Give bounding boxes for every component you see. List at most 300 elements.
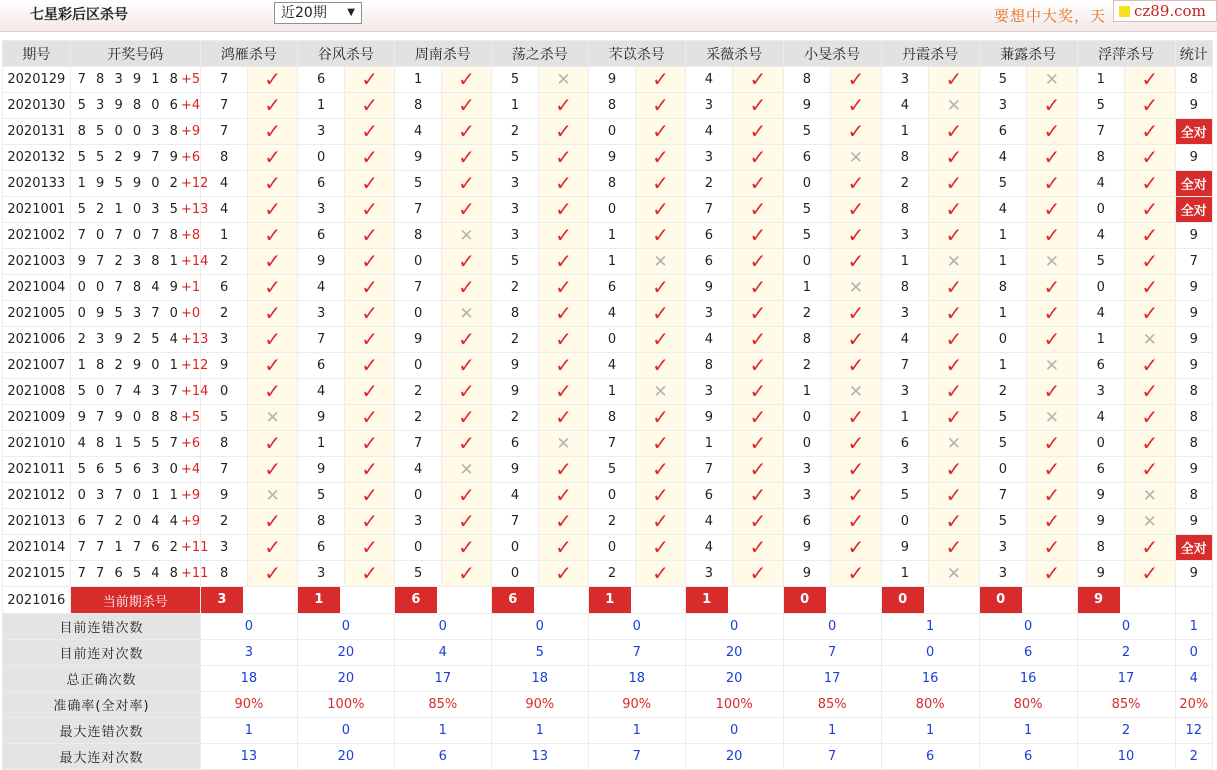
- table-row: [3, 223, 1213, 249]
- check-mark-icon: ✓: [555, 249, 572, 273]
- kill-result: [1125, 67, 1176, 93]
- cross-mark-icon: ✕: [556, 69, 571, 90]
- stats-value: 90%: [588, 692, 685, 718]
- kill-number: 0: [783, 405, 830, 431]
- stats-value: 1: [588, 718, 685, 744]
- issue-number: 2020131: [3, 119, 71, 145]
- kill-result: [345, 431, 394, 457]
- check-mark-icon: ✓: [1141, 353, 1159, 377]
- kill-number: 5: [491, 249, 538, 275]
- stats-value: 7: [783, 744, 881, 770]
- check-mark-icon: ✓: [1043, 457, 1061, 481]
- kill-number: 3: [783, 457, 830, 483]
- stats-value: 0: [200, 614, 297, 640]
- cross-mark-icon: ✕: [1142, 329, 1157, 350]
- site-logo[interactable]: [1113, 0, 1217, 22]
- stats-value: 2: [1175, 744, 1212, 770]
- draw-digits: 9 7 9 0 8 8: [77, 410, 181, 425]
- kill-result: [442, 457, 491, 483]
- kill-result: [831, 457, 882, 483]
- kill-result: [636, 67, 685, 93]
- kill-result: [248, 561, 297, 587]
- kill-number: 8: [979, 275, 1026, 301]
- check-mark-icon: ✓: [945, 301, 963, 325]
- stats-row: [3, 692, 1213, 718]
- kill-result: [1027, 509, 1078, 535]
- kill-result: [539, 483, 588, 509]
- check-mark-icon: ✓: [847, 509, 865, 533]
- check-mark-icon: ✓: [361, 93, 378, 117]
- stats-row: [3, 718, 1213, 744]
- kill-result: [733, 535, 784, 561]
- draw-digits: 5 6 5 6 3 0: [77, 462, 181, 477]
- stats-label: 目前连错次数: [3, 614, 201, 640]
- kill-result: [1125, 431, 1176, 457]
- draw-back-number: +11: [180, 540, 209, 555]
- kill-result: [442, 223, 491, 249]
- cross-mark-icon: ✕: [459, 225, 474, 246]
- check-mark-icon: ✓: [264, 457, 282, 481]
- kill-number: 0: [297, 145, 344, 171]
- kill-result: [929, 223, 980, 249]
- kill-number: 4: [394, 119, 441, 145]
- kill-number: 1: [881, 405, 928, 431]
- cross-mark-icon: ✕: [459, 459, 474, 480]
- stats-value: 5: [491, 640, 588, 666]
- kill-number: 5: [394, 561, 441, 587]
- current-kill-cell: [200, 587, 297, 614]
- draw-digits: 7 0 7 0 7 8: [77, 228, 181, 243]
- draw-numbers: [70, 561, 209, 587]
- row-stat: 9: [1175, 509, 1212, 535]
- check-mark-icon: ✓: [361, 249, 378, 273]
- check-mark-icon: ✓: [847, 405, 865, 429]
- stats-value: 13: [200, 744, 297, 770]
- kill-result: [929, 535, 980, 561]
- kill-number: 5: [491, 67, 538, 93]
- kill-result: [733, 249, 784, 275]
- stats-value: 6: [394, 744, 491, 770]
- kill-result: [636, 561, 685, 587]
- table-row: [3, 93, 1213, 119]
- kill-number: 0: [588, 327, 635, 353]
- check-mark-icon: ✓: [847, 249, 865, 273]
- kill-number: 4: [1077, 405, 1124, 431]
- stats-value: 6: [881, 744, 979, 770]
- stats-value: 3: [200, 640, 297, 666]
- kill-result: [539, 301, 588, 327]
- stats-value: 1: [881, 614, 979, 640]
- check-mark-icon: ✓: [1141, 431, 1159, 455]
- check-mark-icon: ✓: [1141, 249, 1159, 273]
- kill-number: 1: [588, 379, 635, 405]
- all-correct-badge: 全对: [1175, 535, 1212, 561]
- kill-number: 3: [297, 301, 344, 327]
- kill-number: 3: [200, 327, 247, 353]
- check-mark-icon: ✓: [1043, 535, 1061, 559]
- issue-number: 2021012: [3, 483, 71, 509]
- column-header: 小旻杀号: [783, 41, 881, 67]
- kill-number: 5: [979, 431, 1026, 457]
- kill-number: 2: [200, 509, 247, 535]
- kill-result: [733, 223, 784, 249]
- draw-digits: 7 7 6 5 4 8: [77, 566, 181, 581]
- kill-number: 2: [881, 171, 928, 197]
- kill-number: 1: [979, 249, 1026, 275]
- draw-digits: 5 5 2 9 7 9: [77, 150, 181, 165]
- draw-numbers: [70, 431, 200, 457]
- stats-value: 17: [394, 666, 491, 692]
- stats-value: 0: [685, 718, 783, 744]
- kill-result: [539, 535, 588, 561]
- draw-numbers: [70, 119, 200, 145]
- kill-result: [248, 379, 297, 405]
- kill-result: [345, 93, 394, 119]
- kill-result: [831, 197, 882, 223]
- check-mark-icon: ✓: [749, 93, 767, 117]
- kill-result: [929, 119, 980, 145]
- cross-mark-icon: ✕: [1044, 251, 1059, 272]
- kill-number: 7: [394, 431, 441, 457]
- current-kill-label: 当前期杀号: [70, 587, 200, 614]
- kill-number: 4: [685, 119, 732, 145]
- kill-number: 4: [685, 67, 732, 93]
- draw-digits: 5 3 9 8 0 6: [77, 98, 181, 113]
- check-mark-icon: ✓: [1043, 223, 1061, 247]
- current-kill-number: 6: [492, 587, 534, 613]
- check-mark-icon: ✓: [749, 561, 767, 585]
- kill-result: [636, 249, 685, 275]
- kill-result: [248, 275, 297, 301]
- kill-result: [248, 171, 297, 197]
- kill-number: 9: [1077, 483, 1124, 509]
- kill-number: 3: [297, 197, 344, 223]
- stats-value: 1: [491, 718, 588, 744]
- current-kill-cell: [881, 587, 979, 614]
- check-mark-icon: ✓: [458, 119, 475, 143]
- kill-number: 7: [979, 483, 1026, 509]
- kill-number: 3: [297, 561, 344, 587]
- check-mark-icon: ✓: [945, 353, 963, 377]
- kill-number: 0: [394, 353, 441, 379]
- kill-number: 5: [979, 171, 1026, 197]
- kill-result: [539, 145, 588, 171]
- kill-number: 3: [491, 223, 538, 249]
- row-stat: 9: [1175, 561, 1212, 587]
- check-mark-icon: ✓: [652, 535, 669, 559]
- kill-result: [1027, 223, 1078, 249]
- kill-number: 5: [1077, 93, 1124, 119]
- check-mark-icon: ✓: [1043, 561, 1061, 585]
- kill-result: [831, 171, 882, 197]
- issue-number: 2021002: [3, 223, 71, 249]
- stats-value: 80%: [881, 692, 979, 718]
- kill-number-table: [2, 40, 1213, 770]
- kill-number: 6: [979, 119, 1026, 145]
- kill-result: [539, 171, 588, 197]
- kill-number: 0: [491, 535, 538, 561]
- kill-number: 7: [200, 119, 247, 145]
- check-mark-icon: ✓: [847, 223, 865, 247]
- kill-result: [1027, 145, 1078, 171]
- kill-number: 1: [491, 93, 538, 119]
- check-mark-icon: ✓: [264, 119, 282, 143]
- check-mark-icon: ✓: [945, 483, 963, 507]
- cross-mark-icon: ✕: [848, 277, 864, 298]
- draw-numbers: [70, 509, 200, 535]
- draw-digits: 9 7 2 3 8 1: [77, 254, 181, 269]
- kill-result: [248, 431, 297, 457]
- kill-number: 2: [588, 561, 635, 587]
- stats-value: 20: [297, 666, 394, 692]
- kill-number: 9: [783, 535, 830, 561]
- kill-number: 2: [491, 119, 538, 145]
- current-kill-cell: [588, 587, 685, 614]
- kill-result: [636, 431, 685, 457]
- kill-number: 1: [783, 275, 830, 301]
- draw-digits: 7 8 3 9 1 8: [77, 72, 181, 87]
- draw-digits: 4 8 1 5 5 7: [77, 436, 181, 451]
- kill-number: 6: [685, 249, 732, 275]
- kill-result: [1125, 405, 1176, 431]
- check-mark-icon: ✓: [458, 379, 475, 403]
- check-mark-icon: ✓: [555, 457, 572, 481]
- kill-number: 6: [685, 483, 732, 509]
- check-mark-icon: ✓: [652, 431, 669, 455]
- site-logo-text: cz89.com: [1134, 2, 1206, 20]
- cross-mark-icon: ✕: [848, 147, 864, 168]
- kill-number: 4: [1077, 301, 1124, 327]
- kill-result: [1125, 171, 1176, 197]
- kill-result: [831, 275, 882, 301]
- kill-number: 3: [200, 535, 247, 561]
- check-mark-icon: ✓: [1043, 483, 1061, 507]
- kill-result: [345, 353, 394, 379]
- kill-result: [1125, 483, 1176, 509]
- check-mark-icon: ✓: [555, 327, 572, 351]
- kill-result: [929, 379, 980, 405]
- check-mark-icon: ✓: [652, 561, 669, 585]
- draw-back-number: +8: [180, 228, 201, 243]
- kill-number: 3: [1077, 379, 1124, 405]
- check-mark-icon: ✓: [652, 301, 669, 325]
- kill-number: 5: [783, 197, 830, 223]
- issue-number: 2021016: [3, 587, 71, 614]
- kill-number: 6: [297, 535, 344, 561]
- kill-number: 4: [297, 379, 344, 405]
- kill-number: 1: [979, 301, 1026, 327]
- kill-result: [929, 483, 980, 509]
- issue-number: 2020130: [3, 93, 71, 119]
- kill-number: 0: [881, 509, 928, 535]
- kill-result: [831, 93, 882, 119]
- kill-result: [1027, 327, 1078, 353]
- kill-result: [539, 327, 588, 353]
- kill-number: 2: [588, 509, 635, 535]
- check-mark-icon: ✓: [361, 197, 378, 221]
- kill-result: [831, 483, 882, 509]
- stats-value: 1: [881, 718, 979, 744]
- cross-mark-icon: ✕: [265, 485, 280, 506]
- kill-result: [1027, 379, 1078, 405]
- kill-result: [1027, 405, 1078, 431]
- check-mark-icon: ✓: [847, 535, 865, 559]
- draw-back-number: +13: [180, 332, 209, 347]
- kill-number: 3: [783, 483, 830, 509]
- kill-number: 6: [1077, 457, 1124, 483]
- draw-numbers: [70, 379, 209, 405]
- table-row: [3, 483, 1213, 509]
- kill-number: 7: [588, 431, 635, 457]
- check-mark-icon: ✓: [264, 67, 282, 91]
- kill-result: [636, 301, 685, 327]
- stats-value: 17: [783, 666, 881, 692]
- draw-numbers: [70, 197, 209, 223]
- kill-result: [539, 119, 588, 145]
- kill-number: 0: [783, 171, 830, 197]
- kill-number: 8: [881, 197, 928, 223]
- table-row: [3, 197, 1213, 223]
- kill-number: 0: [394, 301, 441, 327]
- check-mark-icon: ✓: [555, 535, 572, 559]
- check-mark-icon: ✓: [1043, 431, 1061, 455]
- top-bar: [0, 0, 1217, 32]
- current-kill-number: 3: [201, 587, 243, 613]
- kill-result: [1125, 509, 1176, 535]
- kill-result: [733, 379, 784, 405]
- kill-number: 7: [200, 93, 247, 119]
- check-mark-icon: ✓: [1043, 379, 1061, 403]
- check-mark-icon: ✓: [555, 145, 572, 169]
- kill-number: 2: [783, 353, 830, 379]
- check-mark-icon: ✓: [361, 327, 378, 351]
- stats-value: 100%: [297, 692, 394, 718]
- draw-digits: 5 0 7 4 3 7: [77, 384, 181, 399]
- check-mark-icon: ✓: [847, 301, 865, 325]
- issue-number: 2021003: [3, 249, 71, 275]
- kill-number: 8: [881, 145, 928, 171]
- stats-value: 0: [394, 614, 491, 640]
- current-kill-number: 1: [686, 587, 728, 613]
- draw-numbers: [70, 223, 200, 249]
- check-mark-icon: ✓: [361, 223, 378, 247]
- check-mark-icon: ✓: [555, 353, 572, 377]
- kill-number: 9: [783, 93, 830, 119]
- issue-number: 2020132: [3, 145, 71, 171]
- check-mark-icon: ✓: [652, 223, 669, 247]
- kill-result: [1125, 301, 1176, 327]
- kill-number: 0: [588, 535, 635, 561]
- row-stat: 8: [1175, 67, 1212, 93]
- kill-number: 0: [588, 119, 635, 145]
- kill-number: 6: [297, 67, 344, 93]
- row-stat: 8: [1175, 431, 1212, 457]
- current-kill-cell: [685, 587, 783, 614]
- logo-square-icon: [1119, 6, 1130, 17]
- row-stat: 9: [1175, 93, 1212, 119]
- kill-result: [539, 67, 588, 93]
- kill-number: 2: [979, 379, 1026, 405]
- kill-number: 8: [297, 509, 344, 535]
- row-stat: 7: [1175, 249, 1212, 275]
- stats-value: 20%: [1175, 692, 1212, 718]
- kill-result: [345, 223, 394, 249]
- kill-number: 0: [1077, 275, 1124, 301]
- kill-number: 9: [588, 145, 635, 171]
- check-mark-icon: ✓: [1141, 561, 1159, 585]
- kill-result: [733, 457, 784, 483]
- kill-number: 0: [588, 483, 635, 509]
- row-stat: 8: [1175, 379, 1212, 405]
- table-row: [3, 145, 1213, 171]
- kill-result: [345, 301, 394, 327]
- kill-result: [733, 145, 784, 171]
- table-row: [3, 119, 1213, 145]
- kill-result: [539, 249, 588, 275]
- kill-result: [442, 405, 491, 431]
- kill-result: [345, 119, 394, 145]
- check-mark-icon: ✓: [458, 171, 475, 195]
- kill-result: [442, 301, 491, 327]
- kill-result: [345, 67, 394, 93]
- check-mark-icon: ✓: [361, 119, 378, 143]
- check-mark-icon: ✓: [847, 327, 865, 351]
- current-kill-number: 0: [980, 587, 1022, 613]
- kill-number: 4: [1077, 223, 1124, 249]
- kill-result: [248, 93, 297, 119]
- check-mark-icon: ✓: [652, 67, 669, 91]
- period-select[interactable]: [274, 2, 362, 24]
- kill-number: 4: [685, 535, 732, 561]
- kill-number: 9: [200, 353, 247, 379]
- draw-digits: 2 3 9 2 5 4: [77, 332, 181, 347]
- row-stat: 9: [1175, 275, 1212, 301]
- check-mark-icon: ✓: [847, 353, 865, 377]
- kill-result: [345, 171, 394, 197]
- kill-result: [248, 223, 297, 249]
- stats-value: 6: [979, 744, 1077, 770]
- current-kill-cell: [297, 587, 394, 614]
- check-mark-icon: ✓: [1141, 275, 1159, 299]
- kill-result: [1027, 431, 1078, 457]
- kill-result: [636, 93, 685, 119]
- current-kill-cell: [1077, 587, 1175, 614]
- kill-result: [733, 561, 784, 587]
- draw-numbers: [70, 405, 200, 431]
- draw-back-number: +5: [180, 410, 201, 425]
- cross-mark-icon: ✕: [1044, 355, 1059, 376]
- kill-number: 0: [588, 197, 635, 223]
- check-mark-icon: ✓: [264, 197, 282, 221]
- kill-number: 6: [297, 171, 344, 197]
- stats-value: 0: [1175, 640, 1212, 666]
- kill-result: [539, 457, 588, 483]
- table-row: [3, 431, 1213, 457]
- check-mark-icon: ✓: [555, 275, 572, 299]
- cross-mark-icon: ✕: [848, 381, 864, 402]
- check-mark-icon: ✓: [749, 431, 767, 455]
- check-mark-icon: ✓: [361, 405, 378, 429]
- kill-result: [345, 457, 394, 483]
- kill-number: 1: [297, 431, 344, 457]
- kill-result: [636, 119, 685, 145]
- draw-back-number: +1: [180, 280, 201, 295]
- kill-result: [345, 561, 394, 587]
- kill-result: [831, 119, 882, 145]
- current-kill-cell: [394, 587, 491, 614]
- kill-result: [733, 327, 784, 353]
- draw-numbers: [70, 327, 209, 353]
